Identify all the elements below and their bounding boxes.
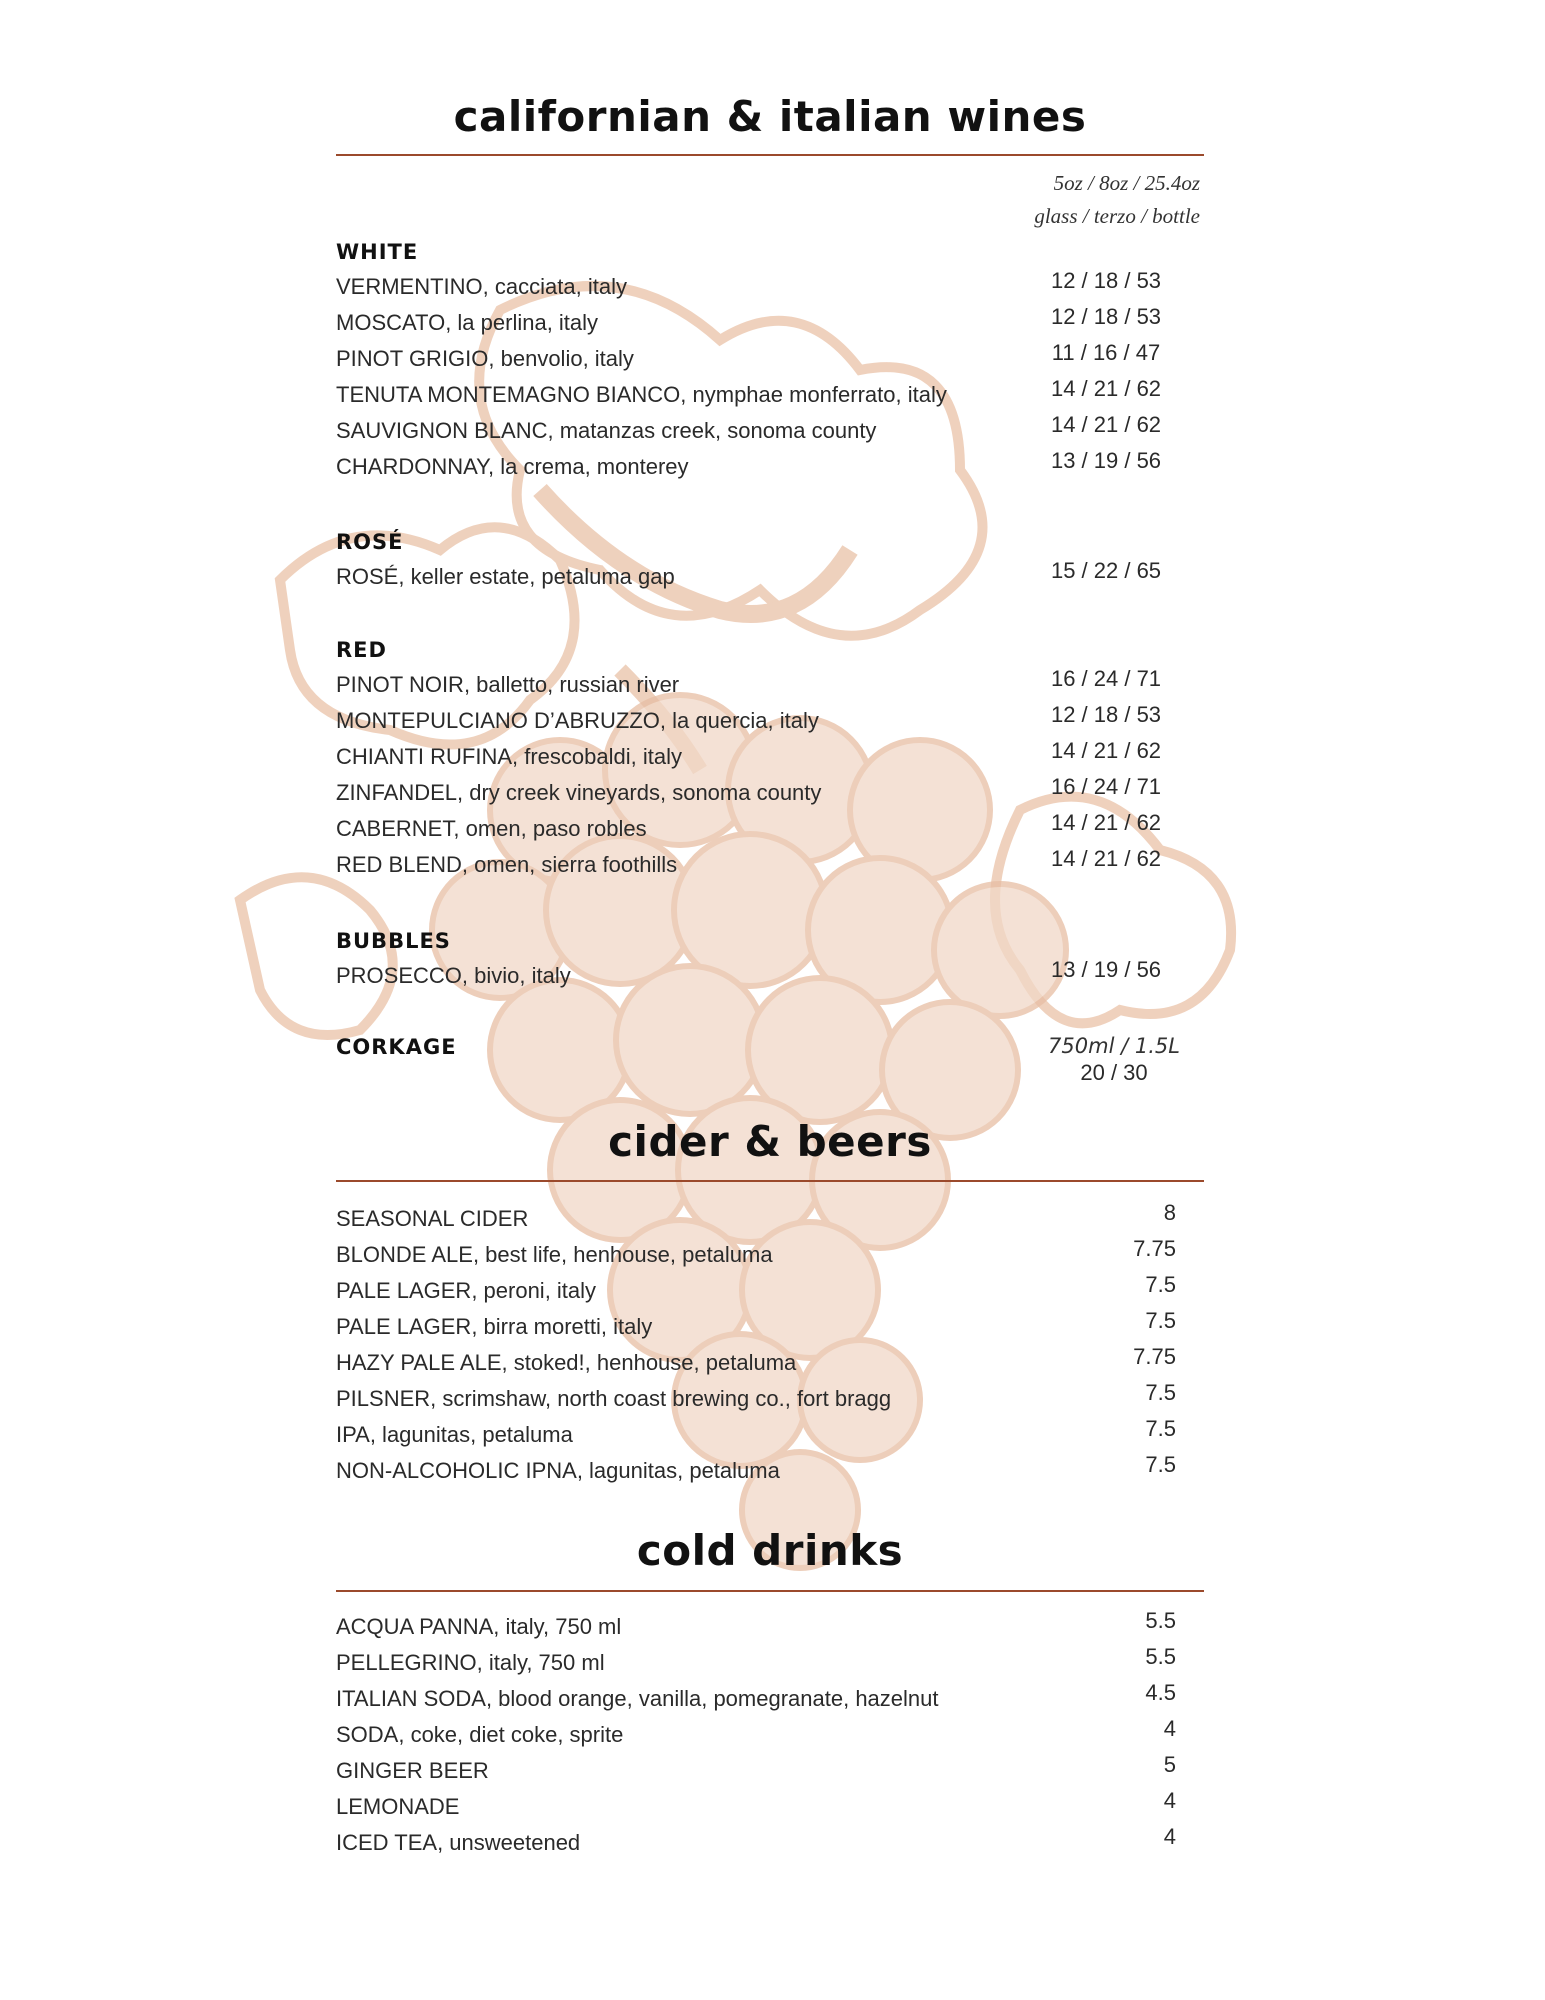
item-name: GINGER BEER xyxy=(336,1758,489,1783)
item-price: 14 / 21 / 62 xyxy=(1050,412,1162,437)
list-item xyxy=(336,1752,1176,1794)
item-name: VERMENTINO, cacciata, italy xyxy=(336,274,627,299)
item-price: 14 / 21 / 62 xyxy=(1050,810,1162,835)
item-name: PELLEGRINO, italy, 750 ml xyxy=(336,1650,605,1675)
cold-drinks-divider xyxy=(336,1590,1204,1592)
wines-divider xyxy=(336,154,1204,156)
item-name: PILSNER, scrimshaw, north coast brewing co., fort bragg xyxy=(336,1386,892,1411)
item-name: PINOT GRIGIO, benvolio, italy xyxy=(336,346,634,371)
item-name: NON-ALCOHOLIC IPNA, lagunitas, petaluma xyxy=(336,1458,780,1483)
item-price: 5.5 xyxy=(1145,1644,1176,1669)
list-item xyxy=(336,1824,1176,1866)
item-price: 14 / 21 / 62 xyxy=(1050,376,1162,401)
list-item xyxy=(336,1344,1176,1386)
item-price: 8 xyxy=(1163,1200,1176,1225)
item-price: 12 / 18 / 53 xyxy=(1050,304,1162,329)
item-price: 12 / 18 / 53 xyxy=(1050,702,1162,727)
item-name: PALE LAGER, birra moretti, italy xyxy=(336,1314,653,1339)
item-price: 7.75 xyxy=(1133,1344,1176,1369)
menu-page xyxy=(336,0,1204,2000)
item-price: 7.5 xyxy=(1145,1380,1176,1405)
item-name: ROSÉ, keller estate, petaluma gap xyxy=(336,564,675,589)
list-item xyxy=(336,1788,1176,1830)
list-item xyxy=(336,1416,1176,1458)
list-item xyxy=(336,1608,1176,1650)
item-name: LEMONADE xyxy=(336,1794,460,1819)
item-price: 4 xyxy=(1163,1824,1176,1849)
list-item xyxy=(336,1380,1176,1422)
item-price: 13 / 19 / 56 xyxy=(1050,957,1162,982)
item-price: 5 xyxy=(1163,1752,1176,1777)
item-price: 4 xyxy=(1163,1788,1176,1813)
item-name: ZINFANDEL, dry creek vineyards, sonoma county xyxy=(336,780,822,805)
item-name: CHARDONNAY, la crema, monterey xyxy=(336,454,689,479)
item-price: 7.5 xyxy=(1145,1272,1176,1297)
item-price: 15 / 22 / 65 xyxy=(1050,558,1162,583)
rose-category-title: ROSÉ xyxy=(336,530,404,554)
item-name: SEASONAL CIDER xyxy=(336,1206,529,1231)
item-name: PINOT NOIR, balletto, russian river xyxy=(336,672,680,697)
list-item xyxy=(336,1272,1176,1314)
item-name: CHIANTI RUFINA, frescobaldi, italy xyxy=(336,744,682,769)
item-price: 14 / 21 / 62 xyxy=(1050,846,1162,871)
item-price: 12 / 18 / 53 xyxy=(1050,268,1162,293)
item-name: SAUVIGNON BLANC, matanzas creek, sonoma county xyxy=(336,418,877,443)
item-name: RED BLEND, omen, sierra foothills xyxy=(336,852,678,877)
list-item xyxy=(336,1200,1176,1242)
item-price: 7.5 xyxy=(1145,1308,1176,1333)
item-name: SODA, coke, diet coke, sprite xyxy=(336,1722,624,1747)
bubbles-category-title: BUBBLES xyxy=(336,929,451,953)
list-item xyxy=(336,1308,1176,1350)
red-category-title: RED xyxy=(336,638,387,662)
list-item xyxy=(336,1680,1176,1722)
item-name: PALE LAGER, peroni, italy xyxy=(336,1278,597,1303)
list-item xyxy=(336,1644,1176,1686)
list-item xyxy=(336,1452,1176,1494)
wine-sizes-note: 5oz / 8oz / 25.4oz xyxy=(1053,171,1200,195)
item-name: ICED TEA, unsweetened xyxy=(336,1830,581,1855)
item-name: ITALIAN SODA, blood orange, vanilla, pomegranate, hazelnut xyxy=(336,1686,939,1711)
item-name: ACQUA PANNA, italy, 750 ml xyxy=(336,1614,622,1639)
beers-divider xyxy=(336,1180,1204,1182)
wine-pour-labels-note: glass / terzo / bottle xyxy=(1034,204,1200,228)
item-price: 16 / 24 / 71 xyxy=(1050,666,1162,691)
item-price: 13 / 19 / 56 xyxy=(1050,448,1162,473)
list-item xyxy=(336,957,1176,999)
corkage-prices: 20 / 30 xyxy=(1080,1060,1148,1085)
wines-heading: californian & italian wines xyxy=(453,92,1087,141)
item-name: HAZY PALE ALE, stoked!, henhouse, petaluma xyxy=(336,1350,797,1375)
item-price: 4 xyxy=(1163,1716,1176,1741)
item-name: MONTEPULCIANO D’ABRUZZO, la quercia, italy xyxy=(336,708,819,733)
item-price: 11 / 16 / 47 xyxy=(1051,340,1161,365)
item-name: CABERNET, omen, paso robles xyxy=(336,816,647,841)
list-item xyxy=(336,1236,1176,1278)
item-price: 7.5 xyxy=(1145,1416,1176,1441)
beers-heading: cider & beers xyxy=(608,1117,932,1166)
white-category-title: WHITE xyxy=(336,240,419,264)
item-price: 16 / 24 / 71 xyxy=(1050,774,1162,799)
corkage-title: CORKAGE xyxy=(336,1035,457,1059)
item-name: TENUTA MONTEMAGNO BIANCO, nymphae monferrato, italy xyxy=(336,382,947,407)
item-name: PROSECCO, bivio, italy xyxy=(336,963,571,988)
list-item xyxy=(336,448,1176,490)
item-price: 7.75 xyxy=(1133,1236,1176,1261)
item-name: IPA, lagunitas, petaluma xyxy=(336,1422,573,1447)
item-price: 7.5 xyxy=(1145,1452,1176,1477)
corkage-sizes: 750ml / 1.5L xyxy=(1048,1034,1180,1058)
list-item xyxy=(336,558,1176,600)
list-item xyxy=(336,1716,1176,1758)
item-name: MOSCATO, la perlina, italy xyxy=(336,310,599,335)
cold-drinks-heading: cold drinks xyxy=(636,1526,904,1575)
item-price: 14 / 21 / 62 xyxy=(1050,738,1162,763)
list-item xyxy=(336,846,1176,888)
item-price: 5.5 xyxy=(1145,1608,1176,1633)
item-price: 4.5 xyxy=(1145,1680,1176,1705)
item-name: BLONDE ALE, best life, henhouse, petaluma xyxy=(336,1242,773,1267)
